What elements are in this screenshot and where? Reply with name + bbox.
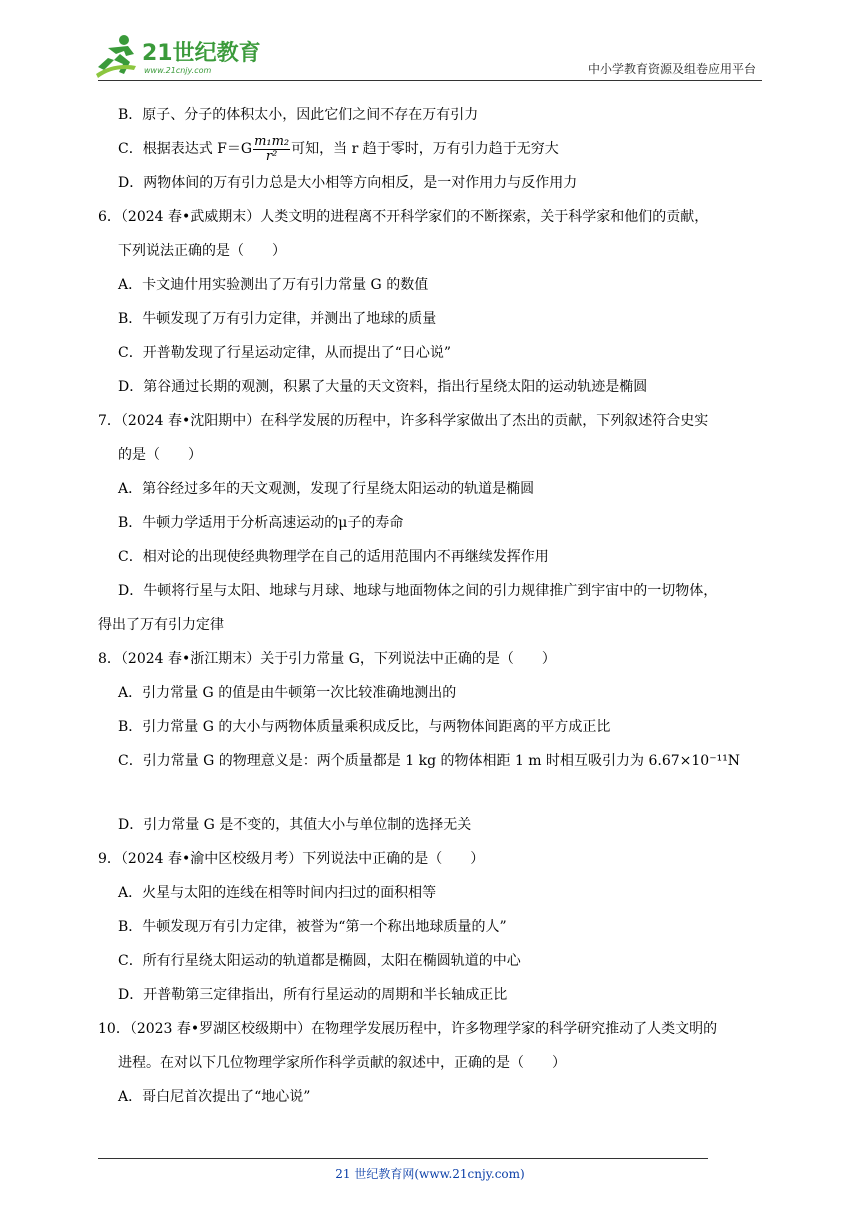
- spacer: [98, 778, 766, 808]
- q5-option-c-prefix: C．根据表达式 F＝G: [118, 141, 253, 157]
- q10-stem-line1: 10．（2023 春•罗湖区校级期中）在物理学发展历程中，许多物理学家的科学研究推动了人类文明的: [98, 1021, 718, 1037]
- q8-option-a: A．引力常量 G 的值是由牛顿第一次比较准确地测出的: [118, 685, 457, 701]
- q9-option-a: A．火星与太阳的连线在相等时间内扫过的面积相等: [118, 885, 437, 901]
- question-content: [98, 98, 766, 1114]
- q6-option-c: C．开普勒发现了行星运动定律，从而提出了“日心说”: [118, 345, 452, 361]
- q9-stem: 9．（2024 春•渝中区校级月考）下列说法中正确的是（ ）: [98, 851, 485, 867]
- runner-icon: [96, 35, 136, 78]
- q9-option-b: B．牛顿发现万有引力定律，被誉为“第一个称出地球质量的人”: [118, 919, 507, 935]
- q8-option-d: D．引力常量 G 是不变的，其值大小与单位制的选择无关: [118, 817, 472, 833]
- q6-stem-line1: 6．（2024 春•武威期末）人类文明的进程离不开科学家们的不断探索，关于科学家和他们的贡献，: [98, 209, 709, 225]
- page-footer: 21 世纪教育网(www.21cnjy.com): [335, 1167, 525, 1181]
- logo-text: 21世纪教育: [142, 41, 261, 66]
- q10-option-a: A．哥白尼首次提出了“地心说”: [118, 1089, 311, 1105]
- q5-option-c-suffix: 可知，当 r 趋于零时，万有引力趋于无穷大: [291, 141, 559, 157]
- q6-option-b: B．牛顿发现了万有引力定律，并测出了地球的质量: [118, 311, 437, 327]
- q9-option-c: C．所有行星绕太阳运动的轨道都是椭圆，太阳在椭圆轨道的中心: [118, 953, 521, 969]
- q5-option-b: B．原子、分子的体积太小，因此它们之间不存在万有引力: [118, 107, 479, 123]
- logo-url: www.21cnjy.com: [144, 66, 212, 75]
- q7-option-d-line2: 得出了万有引力定律: [98, 617, 224, 633]
- q6-option-a: A．卡文迪什用实验测出了万有引力常量 G 的数值: [118, 277, 429, 293]
- page-header: [0, 0, 860, 82]
- q7-stem-line2: 的是（ ）: [118, 447, 202, 463]
- q9-option-d: D．开普勒第三定律指出，所有行星运动的周期和半长轴成正比: [118, 987, 508, 1003]
- q5-option-c: [98, 132, 766, 166]
- header-divider: [98, 80, 762, 81]
- q6-option-d: D．第谷通过长期的观测，积累了大量的天文资料，指出行星绕太阳的运动轨迹是椭圆: [118, 379, 648, 395]
- site-logo: [94, 34, 264, 78]
- q8-option-c: C．引力常量 G 的物理意义是：两个质量都是 1 kg 的物体相距 1 m 时相互吸引力为 6.67×10⁻¹¹N: [118, 753, 741, 769]
- q10-stem-line2: 进程。在对以下几位物理学家所作科学贡献的叙述中，正确的是（ ）: [118, 1055, 566, 1071]
- q8-stem: 8．（2024 春•浙江期末）关于引力常量 G，下列说法中正确的是（ ）: [98, 651, 556, 667]
- platform-name: 中小学教育资源及组卷应用平台: [587, 62, 756, 76]
- formula-numerator: m₁m₂: [254, 133, 290, 149]
- q7-stem-line1: 7．（2024 春•沈阳期中）在科学发展的历程中，许多科学家做出了杰出的贡献，下列叙述符合史实: [98, 413, 709, 429]
- formula-denominator: r²: [265, 148, 278, 164]
- q7-option-c: C．相对论的出现使经典物理学在自己的适用范围内不再继续发挥作用: [118, 549, 549, 565]
- q7-option-b: B．牛顿力学适用于分析高速运动的μ子的寿命: [118, 515, 404, 531]
- q7-option-d-line1: D．牛顿将行星与太阳、地球与月球、地球与地面物体之间的引力规律推广到宇宙中的一切物体，: [118, 583, 718, 599]
- gravity-formula: [253, 135, 290, 164]
- q5-option-d: D．两物体间的万有引力总是大小相等方向相反，是一对作用力与反作用力: [118, 175, 578, 191]
- q8-option-b: B．引力常量 G 的大小与两物体质量乘积成反比，与两物体间距离的平方成正比: [118, 719, 611, 735]
- q7-option-a: A．第谷经过多年的天文观测，发现了行星绕太阳运动的轨道是椭圆: [118, 481, 535, 497]
- q6-stem-line2: 下列说法正确的是（ ）: [118, 243, 286, 259]
- footer-divider: [98, 1158, 708, 1159]
